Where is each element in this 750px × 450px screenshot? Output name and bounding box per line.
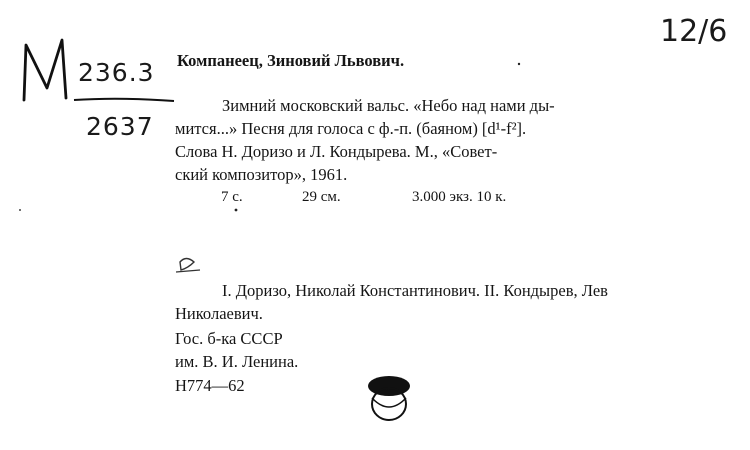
imprint-line-3: Н774—62 [175,376,245,395]
tracing-line-2: Николаевич. [175,304,263,323]
tracing-line-1: I. Доризо, Николай Константинович. II. Кондырев, Лев [222,281,608,300]
shelfmark-line-1: 236.3 [78,58,155,87]
dot-mark [518,63,520,65]
imprint-line-2: им. В. И. Ленина. [175,352,299,371]
shelfmark-line-2: 2637 [86,112,154,141]
title-line-1: Зимний московский вальс. «Небо над нами ды- [222,96,555,115]
title-line-4: ский композитор», 1961. [175,165,348,184]
collation-pages: 7 с. [221,189,243,205]
handwritten-m-mark [24,40,66,100]
imprint-line-1: Гос. б-ка СССР [175,329,283,348]
collation-print-run: 3.000 экз. 10 к. [412,189,507,205]
author-heading: Компанеец, Зиновий Львович. [177,51,405,70]
collation-size: 29 см. [302,189,341,205]
ink-blot-stamp [368,376,410,420]
title-line-3: Слова Н. Доризо и Л. Кондырева. М., «Совет- [175,142,498,161]
dot-mark [235,209,238,212]
corner-handwritten-mark: 12/6 [660,14,728,49]
shelfmark-underline [74,99,174,101]
small-stamp-mark [176,259,200,273]
title-line-2: мится...» Песня для голоса с ф.-п. (баяном) [d¹-f²]. [175,119,527,138]
dot-mark [19,209,21,211]
